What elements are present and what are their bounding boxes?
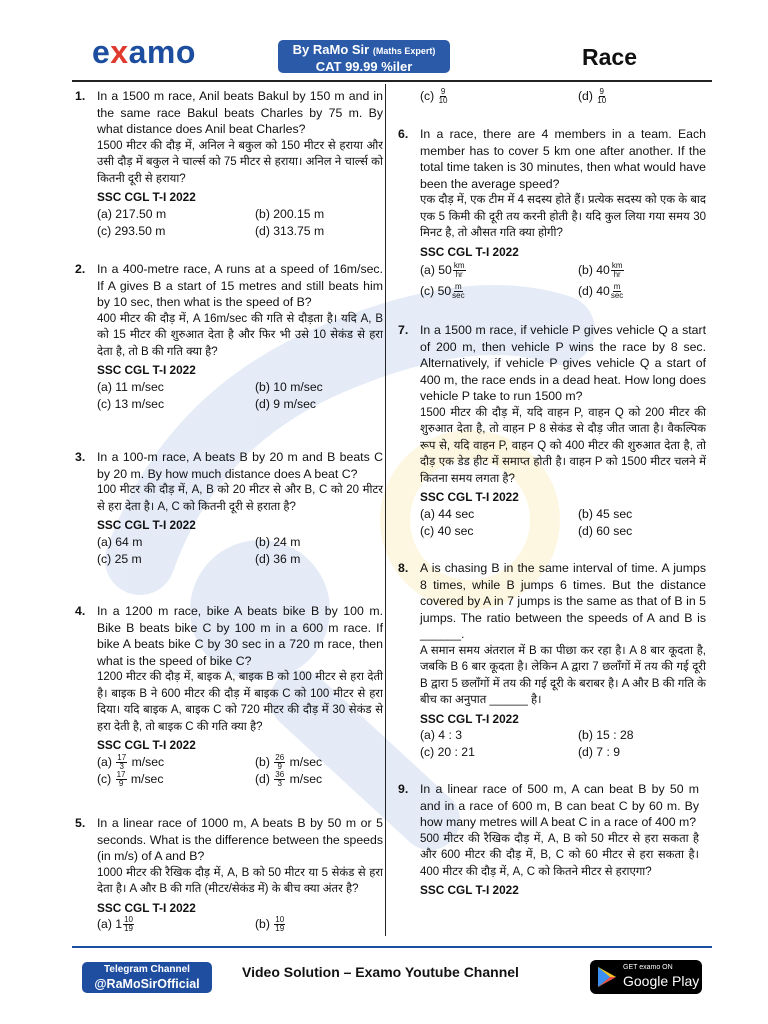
question-4 bbox=[75, 603, 383, 789]
options bbox=[97, 916, 383, 933]
question-text-en: A is chasing B in the same interval of time. A jumps 8 times, while B jumps 6 times. But the distance covered by A in 7 jumps is the same as that of B in 5 jumps. The ratio between the speeds of A and B is ______. bbox=[420, 561, 706, 642]
question-text-hi: 1200 मीटर की दौड़ में, बाइक A, बाइक B को 100 मीटर से हरा देती है। बाइक B ने 600 मीटर की दौड़ में बाइक C को 100 मीटर से हरा दिया। यदि बाइक A, बाइक C को 720 मीटर की दौड़ में 30 सेकंड से हरा देती है, तो बाइक C की गति क्या है? bbox=[97, 671, 383, 733]
google-play-get: GET examo ON bbox=[623, 964, 673, 971]
examo-logo: examo bbox=[92, 34, 196, 70]
option-b: (b) $\frac{10}{19}$ bbox=[255, 915, 285, 934]
option-c: (c) 50 $\frac{m}{\sec}$ bbox=[420, 282, 465, 301]
exam-source: SSC CGL T-I 2022 bbox=[420, 711, 519, 726]
option-d: (d) 36 m bbox=[255, 551, 301, 566]
question-6 bbox=[398, 126, 706, 302]
author-credential: CAT 99.99 %iler bbox=[315, 59, 413, 74]
question-text-hi: 500 मीटर की रैखिक दौड़ में, A, B को 50 मीटर से हरा सकता है और 600 मीटर की दौड़ में, B, C को 60 मीटर से हरा सकता है। 400 मीटर की दौड़ में, A, C को कितने मीटर से हराएगा? bbox=[420, 832, 699, 878]
telegram-label: Telegram Channel bbox=[104, 964, 190, 975]
option-b: (b) 24 m bbox=[255, 534, 301, 549]
question-text-hi: 1500 मीटर की दौड़ में, यदि वाहन P, वाहन Q को 200 मीटर की शुरुआत देता है, तो वाहन P 8 सेकंड से दौड़ जीत जाता है। वैकल्पिक रूप से, यदि वाहन P, वाहन Q को 400 मीटर की शुरुआत देता है, तो दौड़ एक डेड हीट में समाप्त होती है। वाहन P को 1500 मीटर चलने में कितना समय लगता है? bbox=[420, 406, 706, 485]
options bbox=[97, 206, 383, 240]
options bbox=[97, 379, 383, 413]
page-title: Race bbox=[582, 44, 637, 70]
question-text-hi: A समान समय अंतराल में B का पीछा कर रहा है। A 8 बार कूदता है, जबकि B 6 बार कूदता है। लेकिन A द्वारा 7 छलाँगों में तय की गई दूरी B द्वारा 5 छलाँगों में तय की गई दूरी के बराबर है। A और B की गति के बीच का अनुपात ______ है। bbox=[420, 644, 706, 707]
question-text-en: In a 100-m race, A beats B by 20 m and B beats C by 20 m. By how much distance does A beat C? bbox=[97, 450, 383, 481]
question-number: 6. bbox=[398, 127, 409, 141]
option-b: (b) 45 sec bbox=[578, 506, 633, 521]
option-d: (d) 40 $\frac{m}{\sec}$ bbox=[578, 282, 624, 301]
header-divider bbox=[72, 80, 712, 82]
option-c: (c) 293.50 m bbox=[97, 223, 166, 238]
telegram-handle: @RaMoSirOfficial bbox=[94, 977, 200, 991]
option-d: (d) 7 : 9 bbox=[578, 745, 620, 760]
question-text-hi: 400 मीटर की दौड़ में, A 16m/sec की गति से दौड़ता है। यदि A, B को 15 मीटर की शुरुआत देता है और फिर भी उसे 10 सेकंड से हरा देता है, तो B की गति क्या है? bbox=[97, 312, 383, 358]
author-name: By RaMo Sir bbox=[292, 42, 370, 57]
question-number: 9. bbox=[398, 782, 409, 796]
question-number: 7. bbox=[398, 323, 409, 337]
option-b: (b) 15 : 28 bbox=[578, 728, 634, 743]
google-play-name: Google Play bbox=[623, 973, 700, 989]
question-text-en: In a linear race of 500 m, A can beat B by 50 m and in a race of 600 m, B can beat C by 60 m. By how many metres will A beat C in a race of 400 m? bbox=[420, 782, 699, 830]
option-a: (a) 4 : 3 bbox=[420, 728, 462, 743]
question-text-en: In a race, there are 4 members in a team. Each member has to cover 5 km one after another. If the total time taken is 30 minutes, then what would have been the average speed? bbox=[420, 127, 706, 191]
option-c: (c) 20 : 21 bbox=[420, 745, 475, 760]
question-2 bbox=[75, 261, 383, 413]
exam-source: SSC CGL T-I 2022 bbox=[97, 738, 196, 752]
options bbox=[97, 754, 383, 789]
column-divider bbox=[385, 84, 386, 936]
option-d: (d) $\frac{9}{10}$ bbox=[578, 87, 607, 106]
option-a: (a) 64 m bbox=[97, 534, 143, 549]
option-c: (c) $\frac{9}{10}$ bbox=[420, 87, 448, 106]
exam-source: SSC CGL T-I 2022 bbox=[420, 244, 519, 259]
page-header bbox=[0, 0, 768, 80]
question-5 bbox=[75, 815, 383, 934]
question-5-options-continued bbox=[420, 88, 706, 105]
option-d: (d) 313.75 m bbox=[255, 223, 325, 238]
question-number: 1. bbox=[75, 89, 86, 103]
question-9 bbox=[398, 781, 699, 899]
exam-source: SSC CGL T-I 2022 bbox=[97, 900, 196, 915]
question-text-hi: 100 मीटर की दौड़ में, A, B को 20 मीटर से और B, C को 20 मीटर से हरा देता है। A, C को कितनी दूरी से हराता है? bbox=[97, 484, 383, 513]
option-c: (c) 40 sec bbox=[420, 523, 474, 538]
exam-source: SSC CGL T-I 2022 bbox=[420, 883, 519, 897]
options bbox=[420, 727, 706, 761]
author-badge bbox=[278, 40, 450, 73]
option-b: (b) $\frac{26}{9}$ m/sec bbox=[255, 752, 323, 771]
question-text-hi: 1500 मीटर की दौड़ में, अनिल ने बकुल को 150 मीटर से हराया और उसी दौड़ में बकुल ने चार्ल्स को 75 मीटर से हराया। अनिल ने चार्ल्स को कितनी दूरी से हराया? bbox=[97, 139, 383, 185]
option-d: (d) 60 sec bbox=[578, 523, 633, 538]
question-text-en: In a linear race of 1000 m, A beats B by 50 m or 5 seconds. What is the difference between the speeds (in m/s) of A and B? bbox=[97, 816, 383, 864]
options bbox=[420, 260, 706, 302]
question-7 bbox=[398, 322, 706, 540]
option-a: (a) 11 m/sec bbox=[97, 379, 164, 394]
options bbox=[420, 88, 706, 105]
option-a: (a) 44 sec bbox=[420, 506, 475, 521]
option-a: (a) 1 $\frac{10}{19}$ bbox=[97, 915, 133, 934]
option-d: (d) 9 m/sec bbox=[255, 396, 316, 411]
options bbox=[97, 534, 383, 568]
exam-source: SSC CGL T-I 2022 bbox=[420, 490, 519, 504]
exam-source: SSC CGL T-I 2022 bbox=[97, 190, 196, 204]
page-footer bbox=[0, 948, 768, 1024]
option-a: (a) 50 $\frac{km}{hr}$ bbox=[420, 261, 465, 280]
question-number: 4. bbox=[75, 604, 86, 618]
question-text-en: In a 1500 m race, if vehicle P gives vehicle Q a start of 200 m, then vehicle P wins the race by 8 sec. Alternatively, if vehicle P gives vehicle Q a start of 400 m, the race ends in a dead heat. How long does vehicle P take to run 1500 m? bbox=[420, 323, 706, 404]
option-b: (b) 200.15 m bbox=[255, 206, 325, 221]
question-3 bbox=[75, 449, 383, 568]
question-text-en: In a 1200 m race, bike A beats bike B by 100 m. Bike B beats bike C by 100 m in a 600 m race. If bike A beats bike C by 30 sec in a 720 m race, then what is the speed of bike C? bbox=[97, 604, 383, 668]
option-a: (a) 217.50 m bbox=[97, 206, 167, 221]
question-8 bbox=[398, 560, 706, 761]
option-c: (c) 25 m bbox=[97, 551, 142, 566]
exam-source: SSC CGL T-I 2022 bbox=[97, 518, 196, 532]
question-number: 5. bbox=[75, 816, 86, 830]
question-number: 8. bbox=[398, 561, 409, 575]
option-c: (c) $\frac{17}{9}$ m/sec bbox=[97, 770, 164, 789]
video-solution-text: Video Solution – Examo Youtube Channel bbox=[242, 964, 519, 980]
option-b: (b) 10 m/sec bbox=[255, 379, 323, 394]
options bbox=[420, 506, 706, 540]
option-b: (b) 40 $\frac{km}{hr}$ bbox=[578, 261, 623, 280]
question-text-en: In a 400-metre race, A runs at a speed of 16m/sec. If A gives B a start of 15 metres and still beats him by 10 sec, then what is the speed of B? bbox=[97, 262, 383, 310]
question-text-hi: 1000 मीटर की रैखिक दौड़ में, A, B को 50 मीटर या 5 सेकंड से हरा देता है। A और B की गति (मीटर/सेकंड में) के बीच क्या अंतर है? bbox=[97, 866, 383, 896]
author-title: (Maths Expert) bbox=[372, 46, 436, 56]
option-d: (d) $\frac{36}{3}$ m/sec bbox=[255, 770, 323, 789]
question-text-hi: एक दौड़ में, एक टीम में 4 सदस्य होते हैं। प्रत्येक सदस्य को एक के बाद एक 5 किमी की दूरी तय करनी होती है। यदि कुल लिया गया समय 30 मिनट है, तो औसत गति क्या होगी? bbox=[420, 194, 706, 240]
question-number: 3. bbox=[75, 450, 86, 464]
exam-source: SSC CGL T-I 2022 bbox=[97, 363, 196, 377]
question-text-en: In a 1500 m race, Anil beats Bakul by 150 m and in the same race Bakul beats Charles by 75 m. By what distance does Anil beat Charles? bbox=[97, 89, 383, 137]
option-a: (a) $\frac{17}{3}$ m/sec bbox=[97, 752, 165, 771]
option-c: (c) 13 m/sec bbox=[97, 396, 165, 411]
question-1 bbox=[75, 88, 383, 240]
question-number: 2. bbox=[75, 262, 86, 276]
